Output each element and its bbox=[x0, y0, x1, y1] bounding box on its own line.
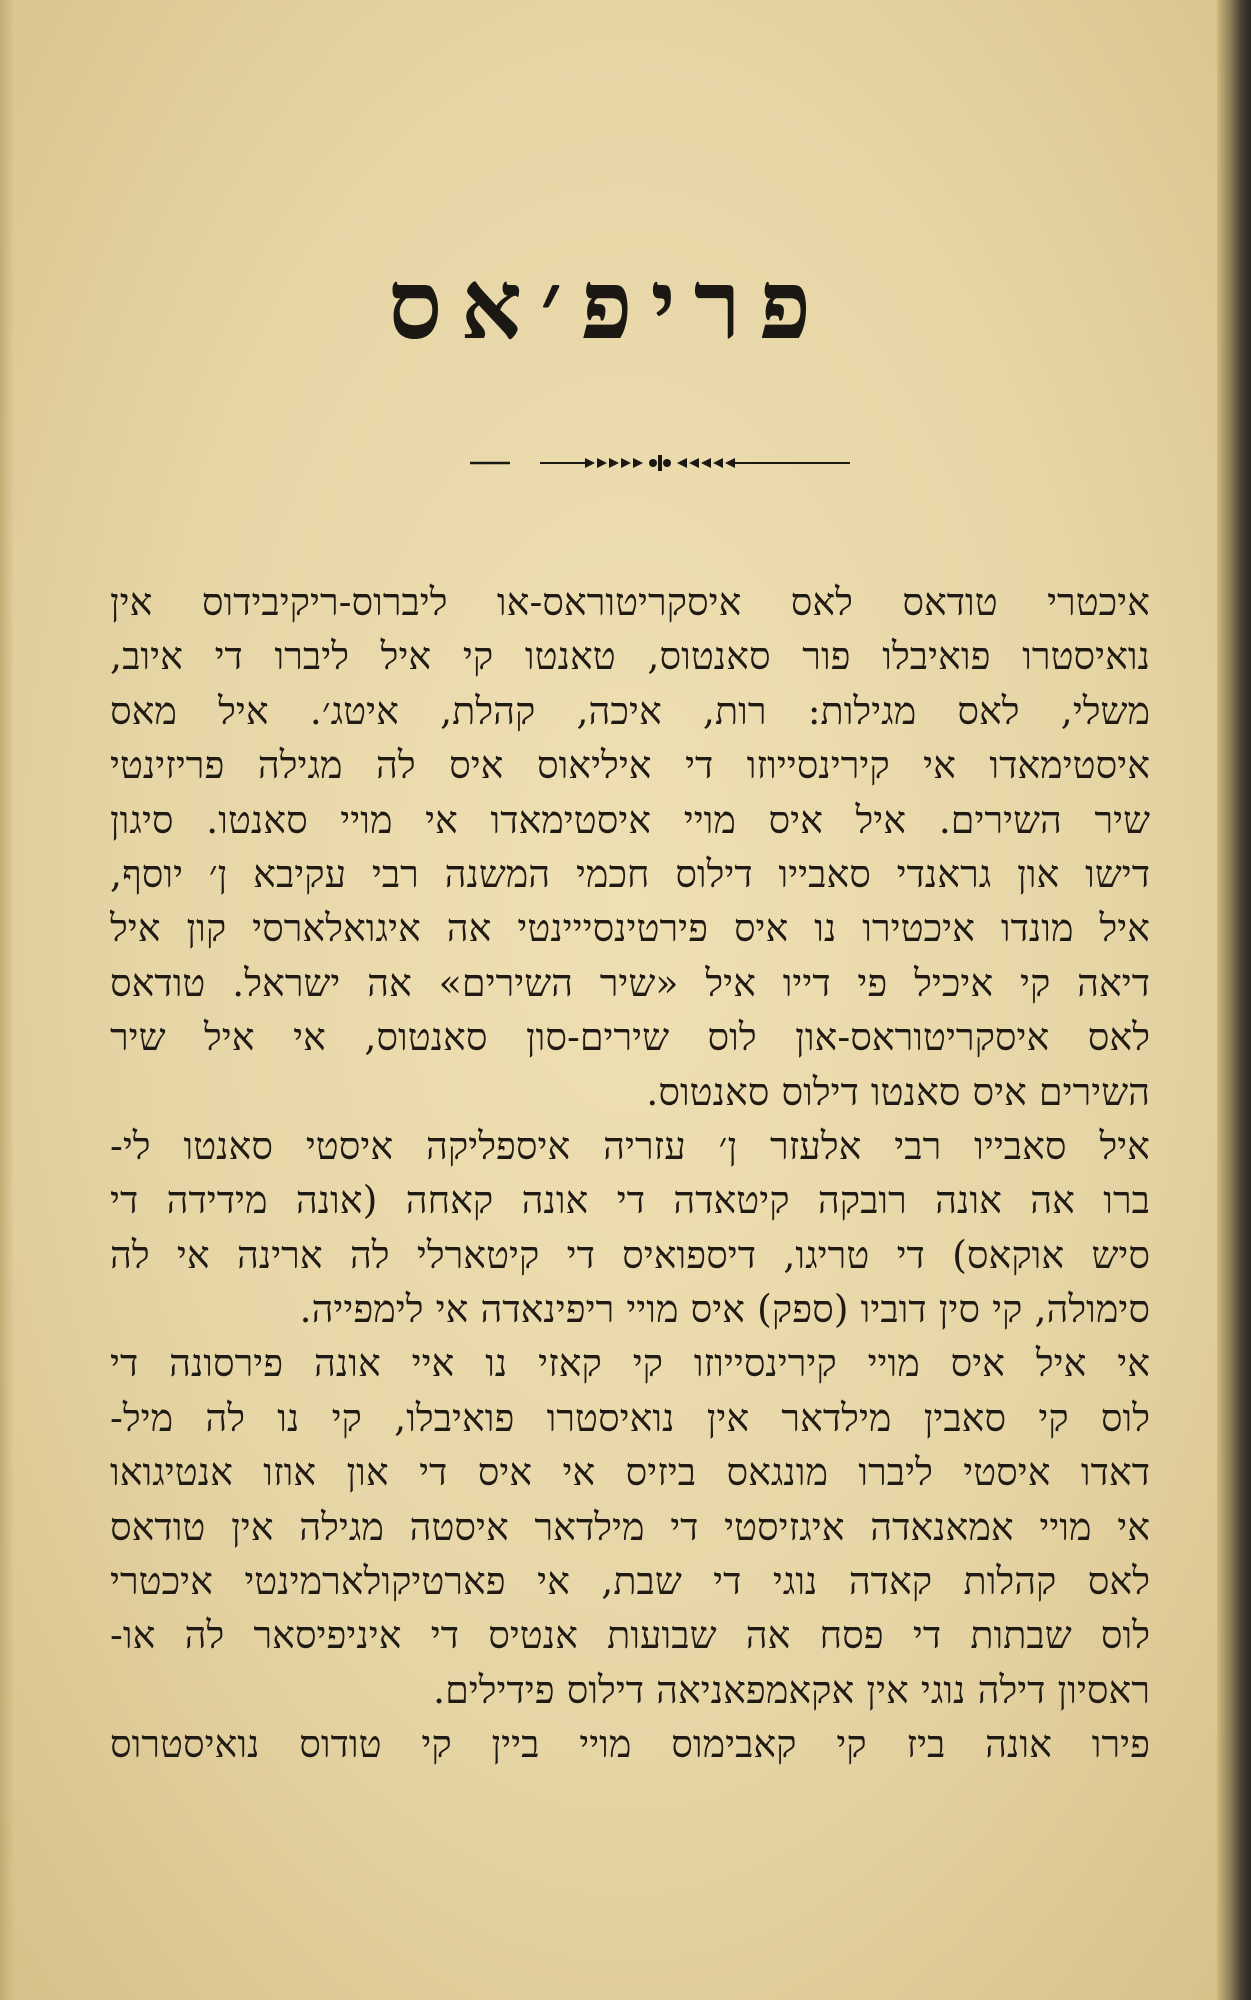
text-line: משלי, לאס מגילות: רות, איכה, קהלת, איטג׳. איל מאס bbox=[110, 688, 1150, 733]
text-line: דישו און גראנדי סאבייו דילוס חכמי המשנה רבי עקיבא ן׳ יוסף, bbox=[110, 851, 1150, 896]
text-line: איסטימאדו אי קירינסייוזו די איליאוס איס לה מגילה פריזינטי bbox=[110, 743, 1150, 788]
divider-ornament bbox=[470, 448, 850, 478]
text-line: לאס איסקריטוראס-און לוס שירים-סון סאנטוס, אי איל שיר bbox=[110, 1015, 1150, 1060]
text-line: סימולה, קי סין דוביו (ספק) איס מויי ריפינאדה אי לימפייה. bbox=[299, 1287, 1150, 1332]
text-line: אי איל איס מויי קירינסייוזו קי קאזי נו איי אונה פירסונה די bbox=[110, 1341, 1150, 1386]
page-title: פריפ׳אס bbox=[387, 248, 830, 361]
text-line: סיש אוקאס) די טריגו, דיספואיס די קיטארלי לה ארינה אי לה bbox=[110, 1232, 1150, 1277]
text-line: לאס קהלות קאדה נוגי די שבת, אי פארטיקולארמינטי איכטרי bbox=[110, 1559, 1150, 1604]
text-line: ברו אה אונה רובקה קיטאדה די אונה קאחה (אונה מידידה די bbox=[110, 1178, 1150, 1223]
body-text bbox=[110, 575, 1150, 1772]
text-line: השירים איס סאנטו דילוס סאנטוס. bbox=[646, 1069, 1150, 1114]
page-edge-right bbox=[1217, 0, 1251, 2000]
text-line: אי מויי אמאנאדה איגזיסטי די מילדאר איסטה מגילה אין טודאס bbox=[110, 1504, 1150, 1549]
text-line: דאדו איסטי ליברו מונגאס ביזיס אי איס די און אוזו אנטיגואו bbox=[110, 1450, 1150, 1495]
text-line: לוס קי סאבין מילדאר אין נואיסטרו פואיבלו, קי נו לה מיל- bbox=[110, 1395, 1150, 1440]
text-line: איכטרי טודאס לאס איסקריטוראס-או ליברוס-ריקיבידוס אין bbox=[110, 580, 1150, 624]
text-line: ראסיון דילה נוגי אין אקאמפאניאה דילוס פידילים. bbox=[432, 1667, 1150, 1712]
text-line: נואיסטרו פואיבלו פור סאנטוס, טאנטו קי איל ליברו די איוב, bbox=[110, 634, 1150, 679]
text-line: לוס שבתות די פסח אה שבועות אנטיס די איניפיסאר לה או- bbox=[110, 1613, 1150, 1658]
text-line: איל סאבייו רבי אלעזר ן׳ עזריה איספליקה איסטי סאנטו לי- bbox=[110, 1123, 1150, 1168]
text-line: פירו אונה ביז קי קאבימוס מויי ביין קי טודוס נואיסטרוס bbox=[110, 1722, 1150, 1767]
text-line: דיאה קי איכיל פי דייו איל «שיר השירים» אה ישראל. טודאס bbox=[110, 960, 1150, 1005]
text-line: שיר השירים. איל איס מויי איסטימאדו אי מויי סאנטו. סיגון bbox=[110, 797, 1150, 842]
text-line: איל מונדו איכטירו נו איס פירטינסייינטי אה איגואלארסי קון איל bbox=[110, 906, 1150, 951]
